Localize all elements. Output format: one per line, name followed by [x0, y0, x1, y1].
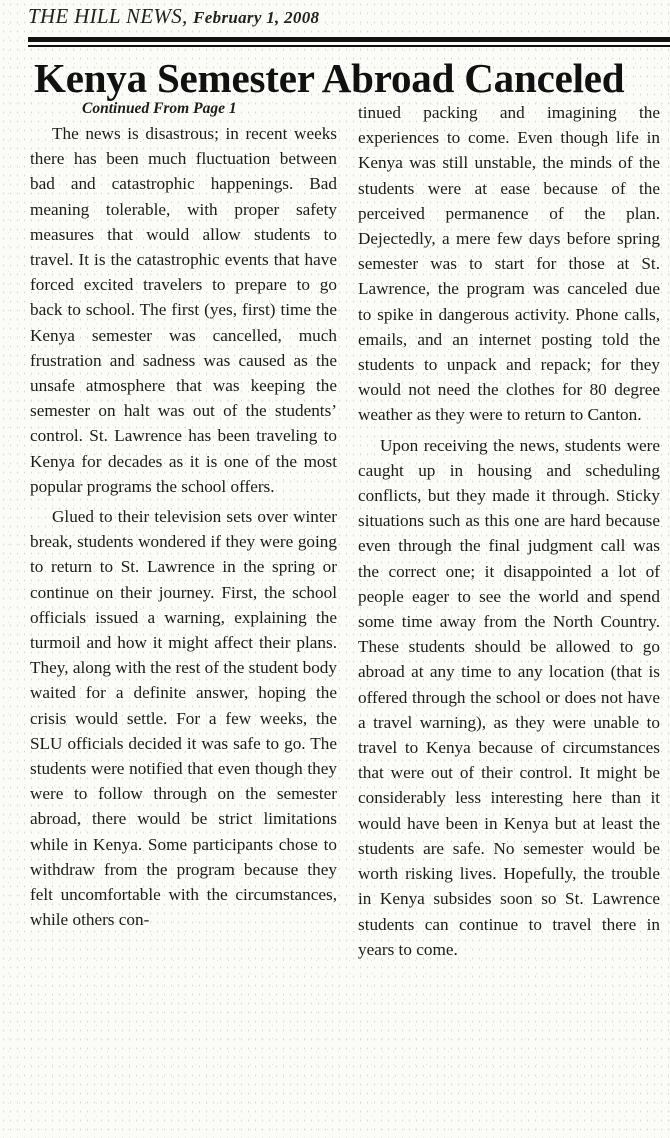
continued-from-note: Continued From Page 1 [82, 100, 237, 117]
masthead [28, 4, 319, 29]
paper-name: THE HILL NEWS, [28, 4, 188, 28]
masthead-rule-thin [28, 45, 670, 47]
article-column-left [30, 100, 337, 933]
issue-date: February 1, 2008 [193, 8, 320, 27]
article-headline: Kenya Semester Abroad Canceled [34, 55, 625, 101]
masthead-rule-thick [28, 37, 670, 42]
article-paragraph: tinued packing and imagining the experiences to come. Even though life in Kenya was still unstable, the minds of the students were at ease because of the perceived permanence of the plan. Dejectedly, a mere few days before spring semester was to start for those at St. Lawrence, the program was canceled due to spike in dangerous activity. Phone calls, emails, and an internet posting told the students to unpack and repack; for they would not need the clothes for 80 degree weather as they were to return to Canton. [358, 103, 660, 425]
article-column-right [358, 100, 660, 962]
article-paragraph: Upon receiving the news, students were caught up in housing and scheduling conflicts, but they made it through. Sticky situations such as this one are hard because even through the final judgment call was the correct one; it disappointed a lot of people eager to see the world and spend some time away from the North Country. These students should be allowed to go abroad at any time to any location (that is offered through the school or does not have a travel warning), as they were unable to travel to Kenya because of circumstances that were out of their control. It might be considerably less interesting here than it would have been in Kenya but at least the students are safe. No semester would be worth risking lives. Hopefully, the trouble in Kenya subsides soon so St. Lawrence students can continue to travel there in years to come. [358, 435, 660, 959]
article-paragraph: Glued to their television sets over winter break, students wondered if they were going to return to St. Lawrence in the spring or continue on their journey. First, the school officials issued a warning, explaining the turmoil and how it might affect their plans. They, along with the rest of the student body waited for a definite answer, hoping the crisis would settle. For a few weeks, the SLU officials decided it was safe to go. The students were notified that even though they were to follow through on the semester abroad, there would be strict limitations while in Kenya. Some participants chose to withdraw from the program because they felt uncomfortable with the circumstances, while others con- [30, 507, 337, 930]
article-paragraph: The news is disastrous; in recent weeks there has been much fluctuation between bad and catastrophic happenings. Bad meaning tolerable, with proper safety measures that would allow students to travel. It is the catastrophic events that have forced excited travelers to prepare to go back to school. The first (yes, first) time the Kenya semester was cancelled, much frustration and sadness was caused as the unsafe atmosphere that was keeping the semester on halt was out of the students’ control. St. Lawrence has been traveling to Kenya for decades as it is one of the most popular programs the school offers. [30, 124, 337, 496]
